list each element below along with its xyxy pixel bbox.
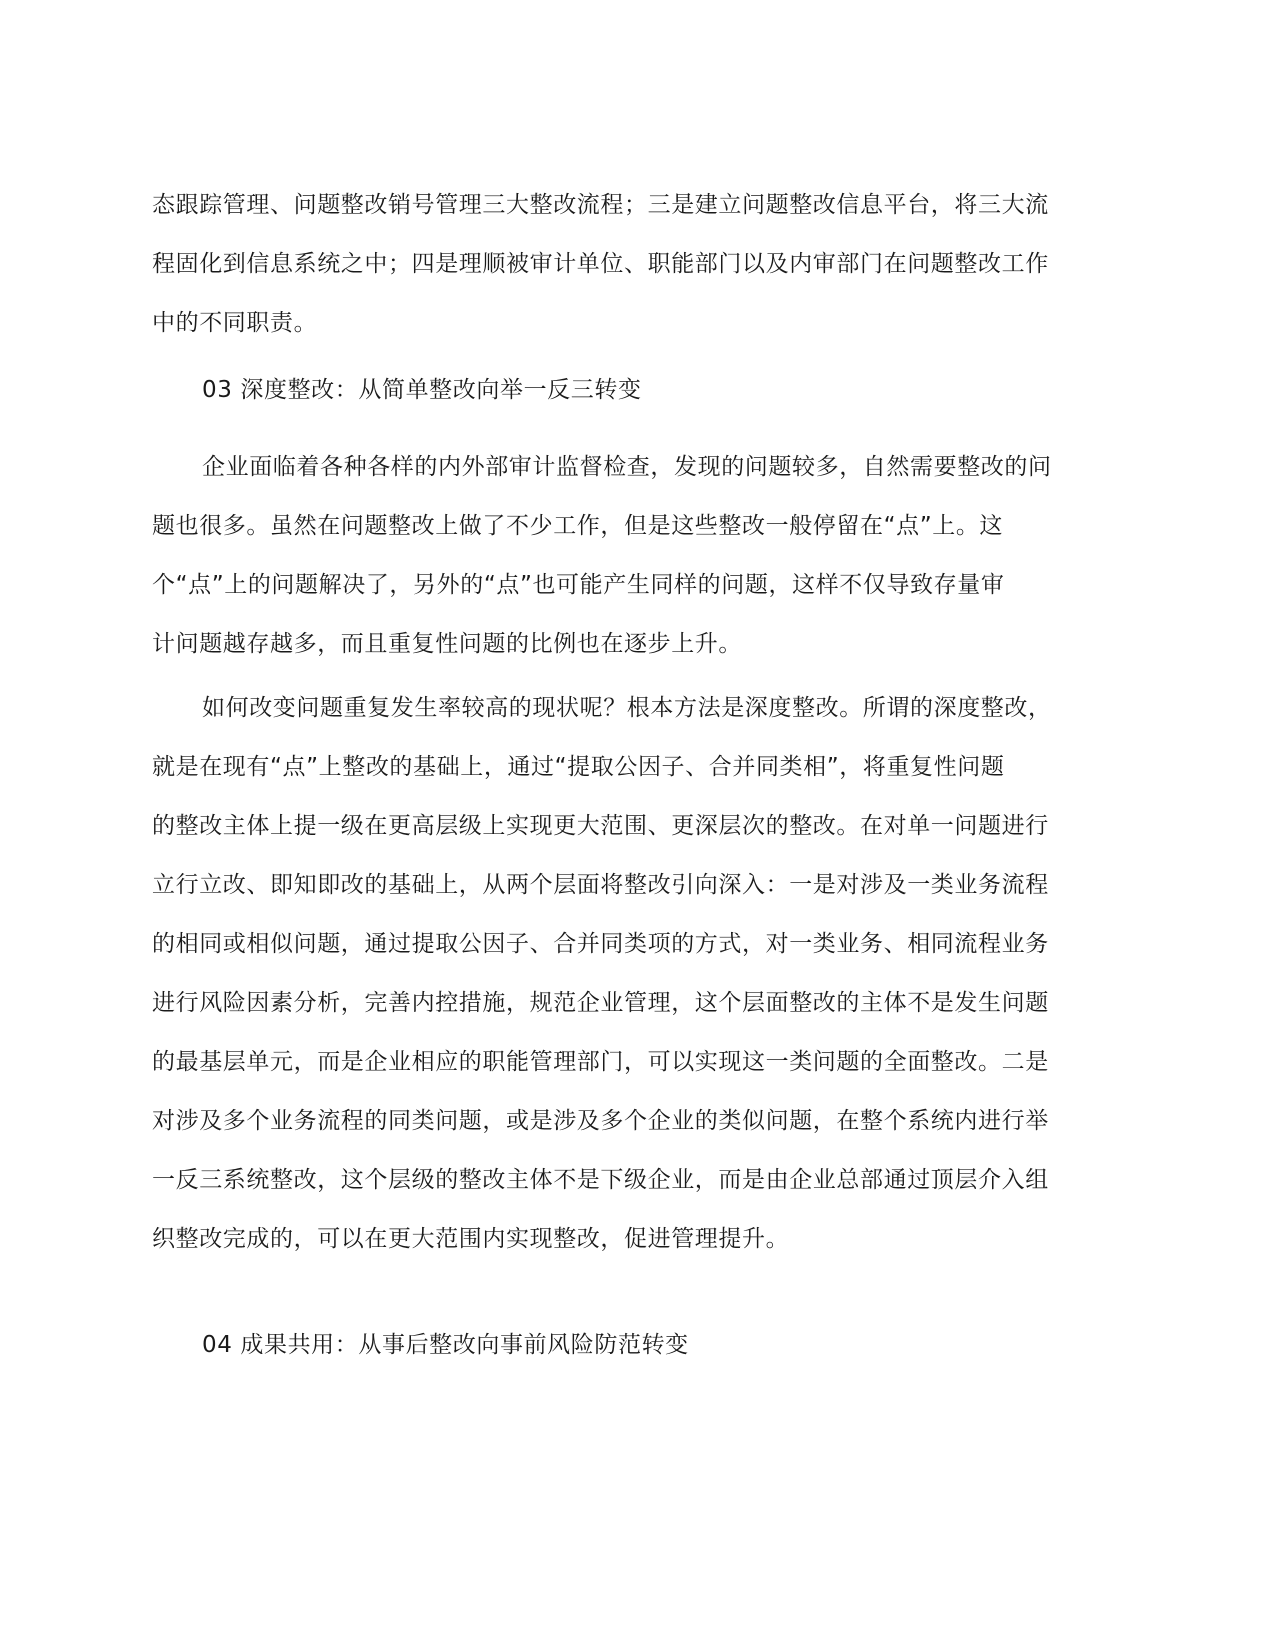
paragraph-3 [152, 679, 1112, 1269]
paragraph-line: 就是在现有“点”上整改的基础上，通过“提取公因子、合并同类相”，将重复性问题 [152, 754, 1005, 780]
paragraph-line: 题也很多。虽然在问题整改上做了不少工作，但是这些整改一般停留在“点”上。这 [152, 513, 1004, 539]
paragraph-line: 态跟踪管理、问题整改销号管理三大整改流程；三是建立问题整改信息平台，将三大流 [152, 192, 1049, 218]
paragraph-line: 的相同或相似问题，通过提取公因子、合并同类项的方式，对一类业务、相同流程业务 [152, 931, 1049, 957]
paragraph-line: 一反三系统整改，这个层级的整改主体不是下级企业，而是由企业总部通过顶层介入组 [152, 1167, 1049, 1193]
paragraph-line: 进行风险因素分析，完善内控措施，规范企业管理，这个层面整改的主体不是发生问题 [152, 990, 1049, 1016]
paragraph-line: 对涉及多个业务流程的同类问题，或是涉及多个企业的类似问题，在整个系统内进行举 [152, 1108, 1049, 1134]
paragraph-2 [152, 438, 1112, 674]
paragraph-line: 中的不同职责。 [152, 310, 318, 336]
paragraph-continued [152, 176, 1112, 353]
paragraph-line: 如何改变问题重复发生率较高的现状呢？根本方法是深度整改。所谓的深度整改， [202, 695, 1052, 721]
paragraph-line: 程固化到信息系统之中；四是理顺被审计单位、职能部门以及内审部门在问题整改工作 [152, 251, 1049, 277]
section-heading-04: 04 成果共用：从事后整改向事前风险防范转变 [202, 1332, 689, 1358]
section-heading-03: 03 深度整改：从简单整改向举一反三转变 [202, 377, 642, 403]
paragraph-line: 立行立改、即知即改的基础上，从两个层面将整改引向深入：一是对涉及一类业务流程 [152, 872, 1049, 898]
paragraph-line: 个“点”上的问题解决了，另外的“点”也可能产生同样的问题，这样不仅导致存量审 [152, 572, 1005, 598]
paragraph-line: 织整改完成的，可以在更大范围内实现整改，促进管理提升。 [152, 1226, 790, 1252]
paragraph-line: 的整改主体上提一级在更高层级上实现更大范围、更深层次的整改。在对单一问题进行 [152, 813, 1049, 839]
paragraph-line: 企业面临着各种各样的内外部审计监督检查，发现的问题较多，自然需要整改的问 [202, 454, 1052, 480]
paragraph-line: 的最基层单元，而是企业相应的职能管理部门，可以实现这一类问题的全面整改。二是 [152, 1049, 1049, 1075]
paragraph-line: 计问题越存越多，而且重复性问题的比例也在逐步上升。 [152, 631, 742, 657]
